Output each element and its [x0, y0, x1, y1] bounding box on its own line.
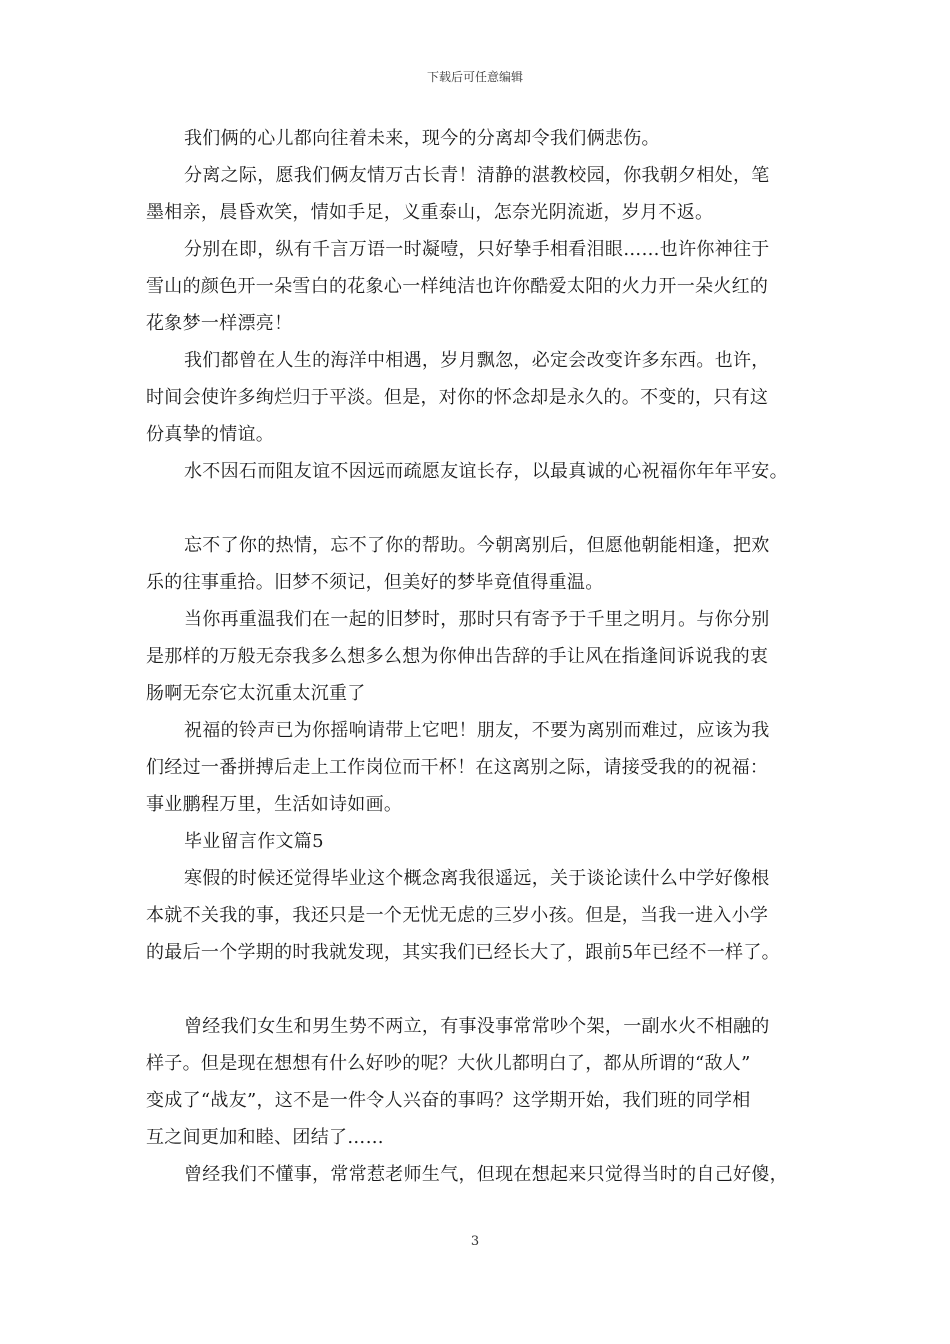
paragraph-10	[146, 1008, 826, 1156]
text-line: 样子。但是现在想想有什么好吵的呢？大伙儿都明白了，都从所谓的“敌人”	[146, 1053, 751, 1074]
text-line: 乐的往事重拾。旧梦不须记，但美好的梦毕竟值得重温。	[146, 572, 604, 593]
text-line: 本就不关我的事，我还只是一个无忧无虑的三岁小孩。但是，当我一进入小学	[146, 905, 769, 926]
text-line: 当你再重温我们在一起的旧梦时，那时只有寄予于千里之明月。与你分别	[184, 609, 770, 630]
text-line: 分离之际，愿我们俩友情万古长青！清静的湛教校园，你我朝夕相处，笔	[184, 165, 770, 186]
text-line: 时间会使许多绚烂归于平淡。但是，对你的怀念却是永久的。不变的，只有这	[146, 387, 769, 408]
text-line: 祝福的铃声已为你摇响请带上它吧！朋友，不要为离别而难过，应该为我	[184, 720, 770, 741]
text-line: 互之间更加和睦、团结了……	[146, 1127, 384, 1148]
paragraph-6	[146, 527, 826, 601]
text-line: 我们俩的心儿都向往着未来，现今的分离却令我们俩悲伤。	[184, 128, 660, 149]
text-line: 的最后一个学期的时我就发现，其实我们已经长大了，跟前5年已经不一样了。	[146, 942, 780, 963]
paragraph-5	[146, 453, 826, 490]
text-line: 们经过一番拼搏后走上工作岗位而干杯！在这离别之际，请接受我的的祝福：	[146, 757, 769, 778]
page-header: 下载后可任意编辑	[426, 70, 523, 84]
text-line: 分别在即，纵有千言万语一时凝噎，只好挚手相看泪眼……也许你神往于	[184, 239, 770, 260]
text-line: 肠啊无奈它太沉重太沉重了	[146, 683, 366, 704]
paragraph-gap	[146, 490, 826, 527]
paragraph-4	[146, 342, 826, 453]
text-line: 水不因石而阻友谊不因远而疏愿友谊长存，以最真诚的心祝福你年年平安。	[184, 461, 788, 482]
text-line: 曾经我们女生和男生势不两立，有事没事常常吵个架，一副水火不相融的	[184, 1016, 770, 1037]
text-line: 毕业留言作文篇5	[184, 831, 324, 852]
paragraph-2	[146, 157, 826, 231]
page-number: 3	[470, 1234, 480, 1249]
paragraph-11	[146, 1156, 826, 1193]
text-line: 我们都曾在人生的海洋中相遇，岁月飘忽，必定会改变许多东西。也许，	[184, 350, 770, 371]
text-line: 曾经我们不懂事，常常惹老师生气，但现在想起来只觉得当时的自己好傻，	[184, 1164, 788, 1185]
text-line: 份真挚的情谊。	[146, 424, 275, 445]
text-line: 是那样的万般无奈我多么想多么想为你伸出告辞的手让风在指逢间诉说我的衷	[146, 646, 769, 667]
text-line: 墨相亲，晨昏欢笑，情如手足，义重泰山，怎奈光阴流逝，岁月不返。	[146, 202, 714, 223]
paragraph-9	[146, 860, 826, 971]
paragraph-7	[146, 601, 826, 712]
paragraph-1	[146, 120, 826, 157]
text-line: 花象梦一样漂亮！	[146, 313, 293, 334]
document-body	[146, 120, 826, 1193]
text-line: 事业鹏程万里，生活如诗如画。	[146, 794, 403, 815]
text-line: 忘不了你的热情，忘不了你的帮助。今朝离别后，但愿他朝能相逢，把欢	[184, 535, 770, 556]
text-line: 寒假的时候还觉得毕业这个概念离我很遥远，关于谈论读什么中学好像根	[184, 868, 770, 889]
paragraph-8	[146, 712, 826, 823]
text-line: 变成了“战友”，这不是一件令人兴奋的事吗？这学期开始，我们班的同学相	[146, 1090, 751, 1111]
text-line: 雪山的颜色开一朵雪白的花象心一样纯洁也许你酷爱太阳的火力开一朵火红的	[146, 276, 769, 297]
paragraph-3	[146, 231, 826, 342]
paragraph-gap	[146, 971, 826, 1008]
section-heading	[146, 823, 826, 860]
